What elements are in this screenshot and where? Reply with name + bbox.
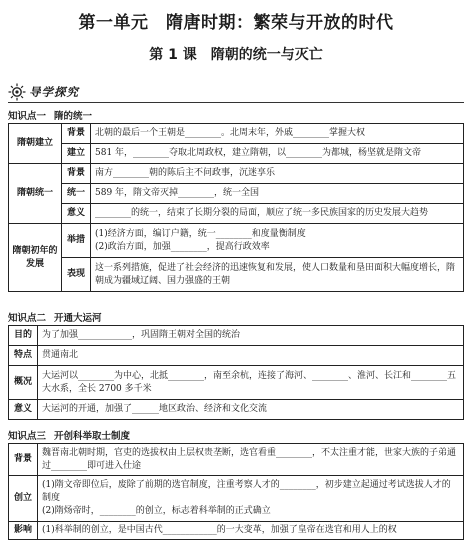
unit-title: 第一单元 隋唐时期：繁荣与开放的时代 xyxy=(78,13,394,33)
row-text: 大运河以________为中心，北抵________，南至余杭，连接了海河、________、淮河、长江和________五大水系，全长 2700 多千米 xyxy=(38,366,464,400)
row-text: 北朝的最后一个王朝是________。北周末年，外戚________掌握大权 xyxy=(91,124,464,144)
table-row xyxy=(9,400,464,420)
table-row xyxy=(9,444,464,476)
row-text: (1)科举制的创立，是中国古代____________的一大变革，加强了皇帝在选官和用人上的权 xyxy=(38,522,464,540)
row-text: 魏晋南北朝时期，官吏的选拔权由上层权贵垄断，选官看重________，不太注重才能，世家大族的子弟通过________即可进入仕途 xyxy=(38,444,464,476)
row-label: 影响 xyxy=(9,522,38,540)
table-row xyxy=(9,366,464,400)
section-banner xyxy=(8,83,79,101)
row-sub-label: 举措 xyxy=(62,224,91,258)
kp2-table xyxy=(8,325,464,420)
banner-divider xyxy=(8,102,464,103)
row-label: 意义 xyxy=(9,400,38,420)
row-text: 南方________朝的陈后主不问政事，沉迷享乐 xyxy=(91,164,464,184)
row-text: ________的统一，结束了长期分裂的局面，顺应了统一多民族国家的历史发展大趋势 xyxy=(91,204,464,224)
kp1-heading xyxy=(8,108,92,122)
row-label: 特点 xyxy=(9,346,38,366)
row-text: 581 年，________夺取北周政权，建立隋朝，以________为都城，杨坚就是隋文帝 xyxy=(91,144,464,164)
row-sub-label: 表现 xyxy=(62,258,91,292)
table-row xyxy=(9,476,464,522)
table-row xyxy=(9,144,464,164)
row-sub-label: 背景 xyxy=(62,164,91,184)
table-row xyxy=(9,224,464,258)
row-sub-label: 建立 xyxy=(62,144,91,164)
row-text xyxy=(91,224,464,258)
table-row xyxy=(9,258,464,292)
table-row xyxy=(9,326,464,346)
row-text-line: (2)隋炀帝时，________的创立，标志着科举制的正式确立 xyxy=(42,506,271,516)
kp3-number: 知识点三 xyxy=(8,431,47,442)
section-banner-label: 导学探究 xyxy=(29,85,79,99)
row-label: 概况 xyxy=(9,366,38,400)
table-row xyxy=(9,522,464,540)
row-group-label: 隋朝统一 xyxy=(9,164,62,224)
row-group-label: 隋朝建立 xyxy=(9,124,62,164)
table-row xyxy=(9,204,464,224)
row-sub-label: 统一 xyxy=(62,184,91,204)
row-text-line: (2)政治方面，加强________，提高行政效率 xyxy=(95,241,270,252)
kp1-title: 隋的统一 xyxy=(54,111,93,122)
row-sub-label: 意义 xyxy=(62,204,91,224)
kp1-number: 知识点一 xyxy=(8,111,47,122)
row-label: 背景 xyxy=(9,444,38,476)
kp3-heading xyxy=(8,428,130,442)
kp2-number: 知识点二 xyxy=(8,313,47,324)
row-group-label: 隋朝初年的发展 xyxy=(9,224,62,292)
row-label: 创立 xyxy=(9,476,38,522)
row-text xyxy=(38,476,464,522)
row-text: 贯通南北 xyxy=(38,346,464,366)
kp3-table xyxy=(8,443,464,540)
table-row xyxy=(9,164,464,184)
table-row xyxy=(9,346,464,366)
row-text-line: (1)经济方面，编订户籍，统一________和度量衡制度 xyxy=(95,228,306,239)
kp2-heading xyxy=(8,310,102,324)
row-label: 目的 xyxy=(9,326,38,346)
kp2-title: 开通大运河 xyxy=(54,313,102,324)
row-text: 589 年，隋文帝灭掉________，统一全国 xyxy=(91,184,464,204)
lesson-title: 第 1 课 隋朝的统一与灭亡 xyxy=(149,47,323,63)
row-text-line: (1)隋文帝即位后，废除了前期的选官制度，注重考察人才的________，初步建立起通过考试选拔人才的制度 xyxy=(42,480,451,503)
table-row xyxy=(9,124,464,144)
row-text: 这一系列措施，促进了社会经济的迅速恢复和发展，使人口数量和垦田面积大幅度增长，隋朝成为疆域辽阔、国力强盛的王朝 xyxy=(91,258,464,292)
row-sub-label: 背景 xyxy=(62,124,91,144)
row-text: 大运河的开通，加强了______地区政治、经济和文化交流 xyxy=(38,400,464,420)
kp1-table xyxy=(8,123,464,292)
row-text: 为了加强____________，巩固隋王朝对全国的统治 xyxy=(38,326,464,346)
table-row xyxy=(9,184,464,204)
sun-swirl-icon xyxy=(8,83,26,101)
kp3-title: 开创科举取士制度 xyxy=(54,431,131,442)
